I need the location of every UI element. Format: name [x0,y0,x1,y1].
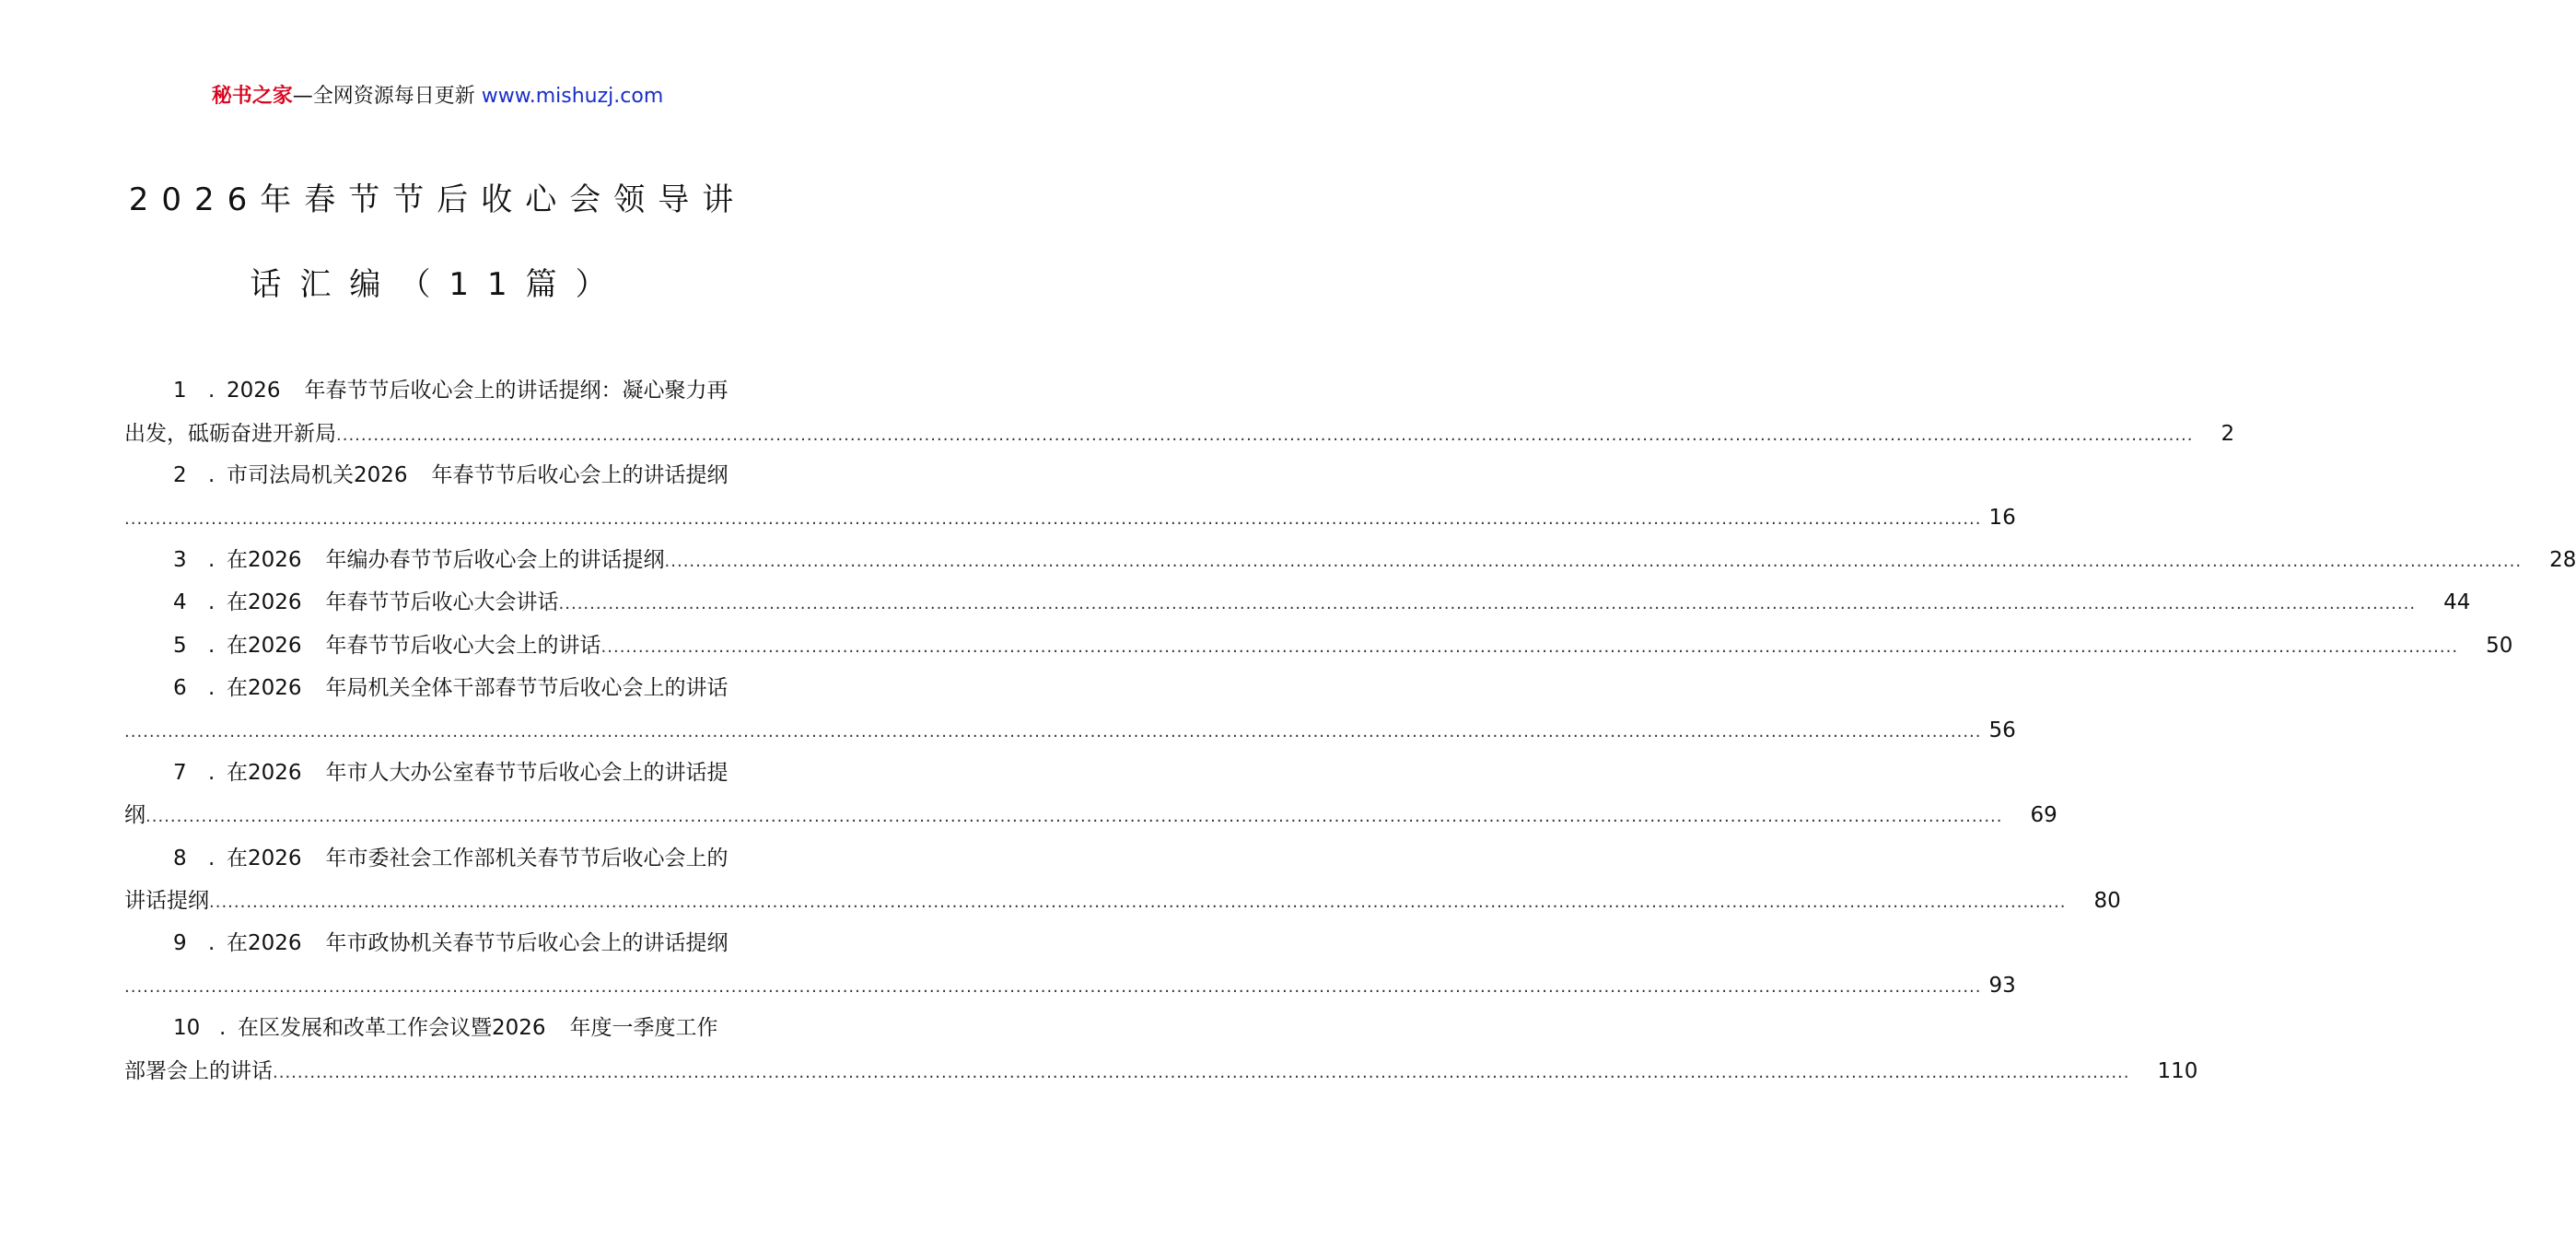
toc-entry-year: 在2026 [227,676,302,700]
toc-leader-dots: ............................................................................................................................................................................................................................................................................................................ [600,637,2459,657]
toc-entry-year: 在2026 [227,847,302,870]
toc-entry-title: 年编办春节节后收心会上的讲话提纲 [325,548,665,572]
document-title-line-1: 2026年春节节后收心会领导讲 [128,181,747,218]
toc-entry-dot: . [208,931,216,955]
toc-entry-year: 在2026 [227,634,302,658]
toc-entry-year: 在2026 [227,931,302,955]
toc-entry-6-line-2[interactable] [124,716,2016,745]
toc-entry-dot: . [208,548,216,572]
toc-page-number: 69 [2030,803,2057,827]
toc-entry-6-line-1[interactable] [173,673,764,703]
toc-entry-8-line-2[interactable] [124,886,2121,916]
toc-entry-title-cont: 出发，砥砺奋进开新局 [124,422,336,446]
toc-entry-title: 年春节节后收心会上的讲话提纲：凝心聚力再 [304,379,729,403]
toc-entry-title: 年度一季度工作 [569,1016,718,1040]
toc-entry-year: 在区发展和改革工作会议暨2026 [238,1016,546,1040]
toc-entry-dot: . [208,847,216,870]
toc-leader-dots: ............................................................................................................................................................................................................................................................................................................ [146,807,2003,826]
toc-entry-title: 年春节节后收心会上的讲话提纲 [431,463,729,487]
toc-entry-3[interactable] [173,545,2576,575]
toc-entry-year: 在2026 [227,590,302,614]
toc-entry-number: 9 [173,931,187,955]
toc-entry-9-line-1[interactable] [173,928,764,958]
toc-entry-number: 10 [173,1016,201,1040]
toc-entry-10-line-1[interactable] [173,1013,764,1043]
toc-page-number: 2 [2220,422,2235,446]
toc-entry-year: 在2026 [227,548,302,572]
toc-page-number: 80 [2093,889,2121,913]
toc-entry-2-line-1[interactable] [173,461,764,490]
toc-entry-dot: . [208,676,216,700]
toc-entry-dot: . [208,590,216,614]
toc-leader-dots: ............................................................................................................................................................................................................................................................................................................ [124,977,1982,997]
toc-leader-dots: ............................................................................................................................................................................................................................................................................................................ [124,509,1982,529]
toc-entry-number: 1 [173,379,187,403]
toc-entry-number: 5 [173,634,187,658]
toc-entry-year: 2026 [227,379,281,403]
toc-entry-4[interactable] [173,588,2471,617]
toc-entry-9-line-2[interactable] [124,971,2016,1000]
toc-entry-year: 在2026 [227,761,302,785]
toc-page-number: 16 [1988,506,2016,530]
site-name: 秘书之家 [211,85,293,108]
site-slogan: —全网资源每日更新 [292,85,475,108]
toc-page-number: 110 [2157,1059,2198,1083]
toc-entry-title-cont: 讲话提纲 [124,889,209,913]
toc-entry-7-line-1[interactable] [173,758,764,788]
toc-entry-title-cont: 纲 [124,803,146,827]
toc-entry-10-line-2[interactable] [124,1057,2198,1086]
toc-entry-number: 6 [173,676,187,700]
toc-entry-title: 年市政协机关春节节后收心会上的讲话提纲 [325,931,729,955]
toc-leader-dots: ............................................................................................................................................................................................................................................................................................................ [209,893,2067,912]
toc-entry-title: 年局机关全体干部春节节后收心会上的讲话 [325,676,729,700]
site-url-link[interactable]: www.mishuzj.com [481,85,664,108]
toc-entry-7-line-2[interactable] [124,800,2057,830]
toc-leader-dots: ............................................................................................................................................................................................................................................................................................................ [273,1063,2130,1082]
toc-entry-dot: . [208,761,216,785]
toc-entry-title: 年春节节后收心大会上的讲话 [325,634,601,658]
toc-leader-dots: ............................................................................................................................................................................................................................................................................................................ [336,426,2194,445]
toc-leader-dots: ............................................................................................................................................................................................................................................................................................................ [124,722,1982,742]
toc-page-number: 56 [1988,718,2016,742]
toc-leader-dots: ............................................................................................................................................................................................................................................................................................................ [664,552,2523,571]
toc-entry-5[interactable] [173,631,2513,660]
toc-leader-dots: ............................................................................................................................................................................................................................................................................................................ [558,594,2417,613]
toc-page-number: 28 [2549,548,2576,572]
toc-entry-number: 2 [173,463,187,487]
toc-entry-title: 年春节节后收心大会讲话 [325,590,559,614]
toc-entry-number: 4 [173,590,187,614]
toc-entry-number: 8 [173,847,187,870]
toc-entry-2-line-2[interactable] [124,503,2016,532]
toc-entry-dot: . [208,463,216,487]
toc-page-number: 44 [2443,590,2471,614]
toc-entry-8-line-1[interactable] [173,844,764,873]
toc-entry-prefix: 市司法局机关2026 [227,463,408,487]
toc-page-number: 93 [1988,974,2016,998]
toc-entry-1-line-1[interactable] [173,376,764,405]
toc-entry-dot: . [208,634,216,658]
toc-entry-dot: . [208,379,216,403]
document-title-line-2: 话汇编（11篇） [250,266,625,303]
toc-entry-number: 7 [173,761,187,785]
toc-entry-title: 年市人大办公室春节节后收心会上的讲话提 [325,761,729,785]
toc-entry-dot: . [219,1016,227,1040]
site-header [0,81,875,112]
toc-entry-title: 年市委社会工作部机关春节节后收心会上的 [325,847,729,870]
toc-entry-1-line-2[interactable] [124,419,2235,449]
toc-entry-number: 3 [173,548,187,572]
toc-page-number: 50 [2486,634,2513,658]
toc-entry-title-cont: 部署会上的讲话 [124,1059,273,1083]
